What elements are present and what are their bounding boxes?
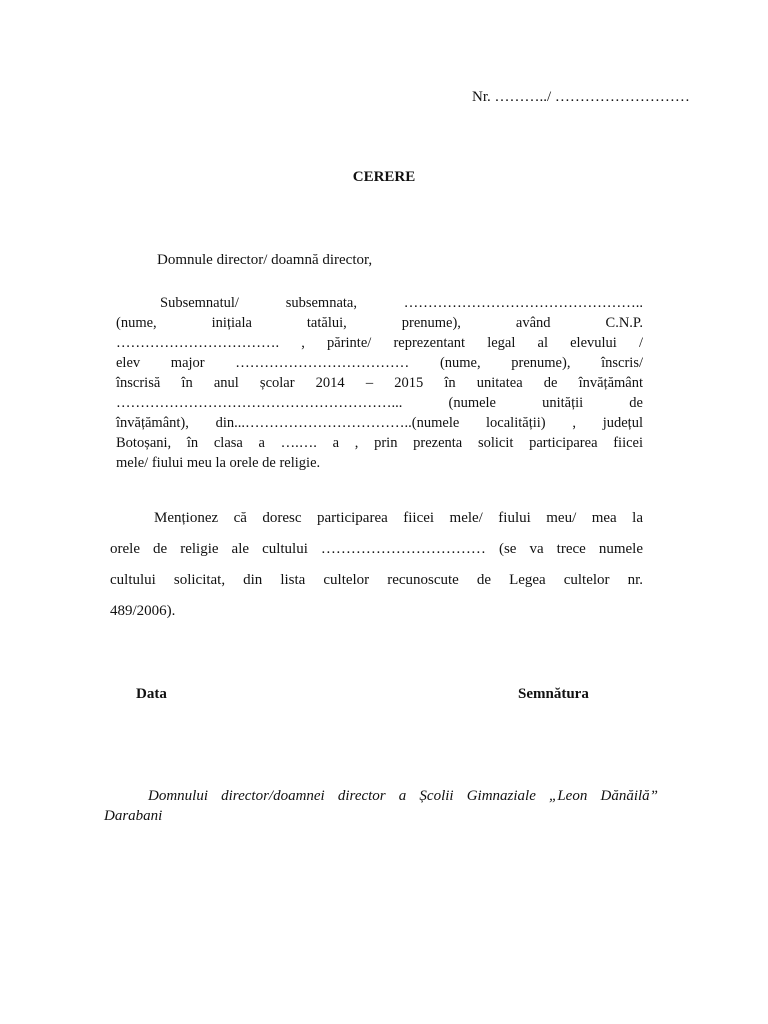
addressee-line: Darabani xyxy=(104,808,163,824)
paragraph-line: orele de religie ale cultului …………………………… (se va trece numele xyxy=(110,541,643,557)
paragraph-line: 489/2006). xyxy=(110,603,176,619)
addressee-line: Domnului director/doamnei director a Școlii Gimnaziale „Leon Dănăilă” xyxy=(148,788,658,804)
request-paragraph xyxy=(116,293,643,473)
addressee xyxy=(104,786,658,826)
paragraph-line: elev major ……………………………… (nume, prenume), înscris/ xyxy=(116,355,643,371)
mention-paragraph xyxy=(110,503,643,627)
paragraph-line: Menționez că doresc participarea fiicei mele/ fiului meu/ mea la xyxy=(154,510,643,526)
paragraph-line: învățământ), din...……………………………..(numele localității) , județul xyxy=(116,415,643,431)
paragraph-line: cultului solicitat, din lista cultelor recunoscute de Legea cultelor nr. xyxy=(110,572,643,588)
date-label: Data xyxy=(136,686,167,702)
paragraph-line: (nume, inițiala tatălui, prenume), având C.N.P. xyxy=(116,315,643,331)
paragraph-line: …………………………………………………... (numele unității de xyxy=(116,395,643,411)
paragraph-line: mele/ fiului meu la orele de religie. xyxy=(116,455,321,471)
paragraph-line: Botoșani, în clasa a ….…. a , prin prezenta solicit participarea fiicei xyxy=(116,435,643,451)
paragraph-line: Subsemnatul/ subsemnata, ………………………………………….. xyxy=(160,295,643,311)
signature-label: Semnătura xyxy=(518,686,589,702)
paragraph-line: înscrisă în anul școlar 2014 – 2015 în unitatea de învățământ xyxy=(116,375,643,391)
registration-number: Nr. ………../ ……………………… xyxy=(472,89,690,105)
document-title xyxy=(0,169,768,186)
paragraph-line: ……………………………. , părinte/ reprezentant legal al elevului / xyxy=(116,335,643,351)
title-text: CERERE xyxy=(352,169,416,185)
salutation: Domnule director/ doamnă director, xyxy=(157,252,373,268)
